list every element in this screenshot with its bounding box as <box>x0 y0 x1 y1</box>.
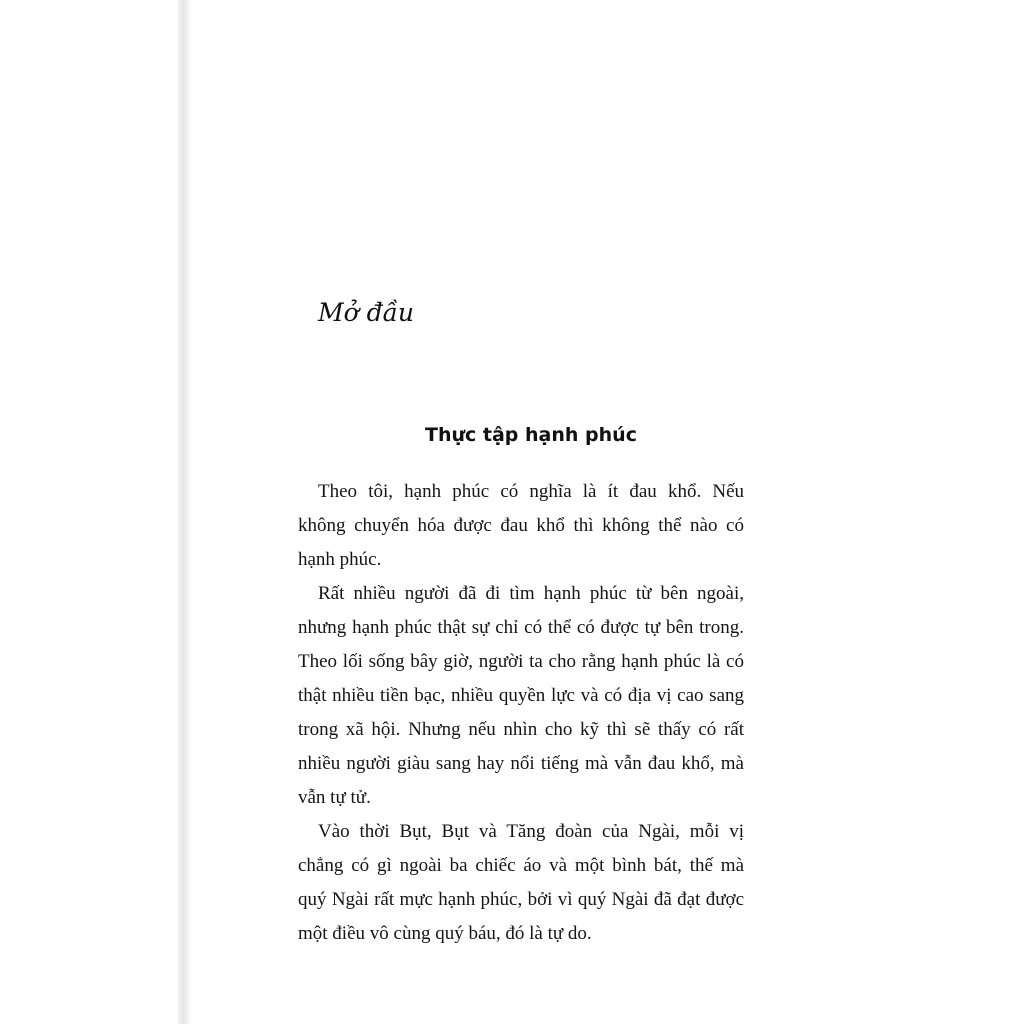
text-line: nhưng hạnh phúc thật sự chỉ có thể có được tự bên trong. <box>298 617 744 638</box>
text-line: chẳng có gì ngoài ba chiếc áo và một bình bát, thế mà <box>298 855 744 876</box>
text-line: hạnh phúc. <box>298 549 382 570</box>
page-spine-shadow <box>178 0 192 1024</box>
text-line: nhiều người giàu sang hay nổi tiếng mà vẫn đau khổ, mà <box>298 753 744 774</box>
text-line: quý Ngài rất mực hạnh phúc, bởi vì quý Ngài đã đạt được <box>298 889 744 910</box>
text-line: không chuyển hóa được đau khổ thì không thể nào có <box>298 515 744 536</box>
text-line: Vào thời Bụt, Bụt và Tăng đoàn của Ngài, mỗi vị <box>318 821 744 842</box>
text-line: thật nhiều tiền bạc, nhiều quyền lực và có địa vị cao sang <box>298 685 744 706</box>
text-line: Theo lối sống bây giờ, người ta cho rằng hạnh phúc là có <box>298 651 744 672</box>
chapter-title: Mở đầu <box>318 298 415 327</box>
text-line: trong xã hội. Nhưng nếu nhìn cho kỹ thì sẽ thấy có rất <box>298 719 744 740</box>
text-line: Theo tôi, hạnh phúc có nghĩa là ít đau khổ. Nếu <box>318 481 744 502</box>
text-line: một điều vô cùng quý báu, đó là tự do. <box>298 923 592 944</box>
section-heading: Thực tập hạnh phúc <box>425 424 637 446</box>
text-line: Rất nhiều người đã đi tìm hạnh phúc từ bên ngoài, <box>318 583 744 604</box>
text-line: vẫn tự tử. <box>298 787 371 808</box>
